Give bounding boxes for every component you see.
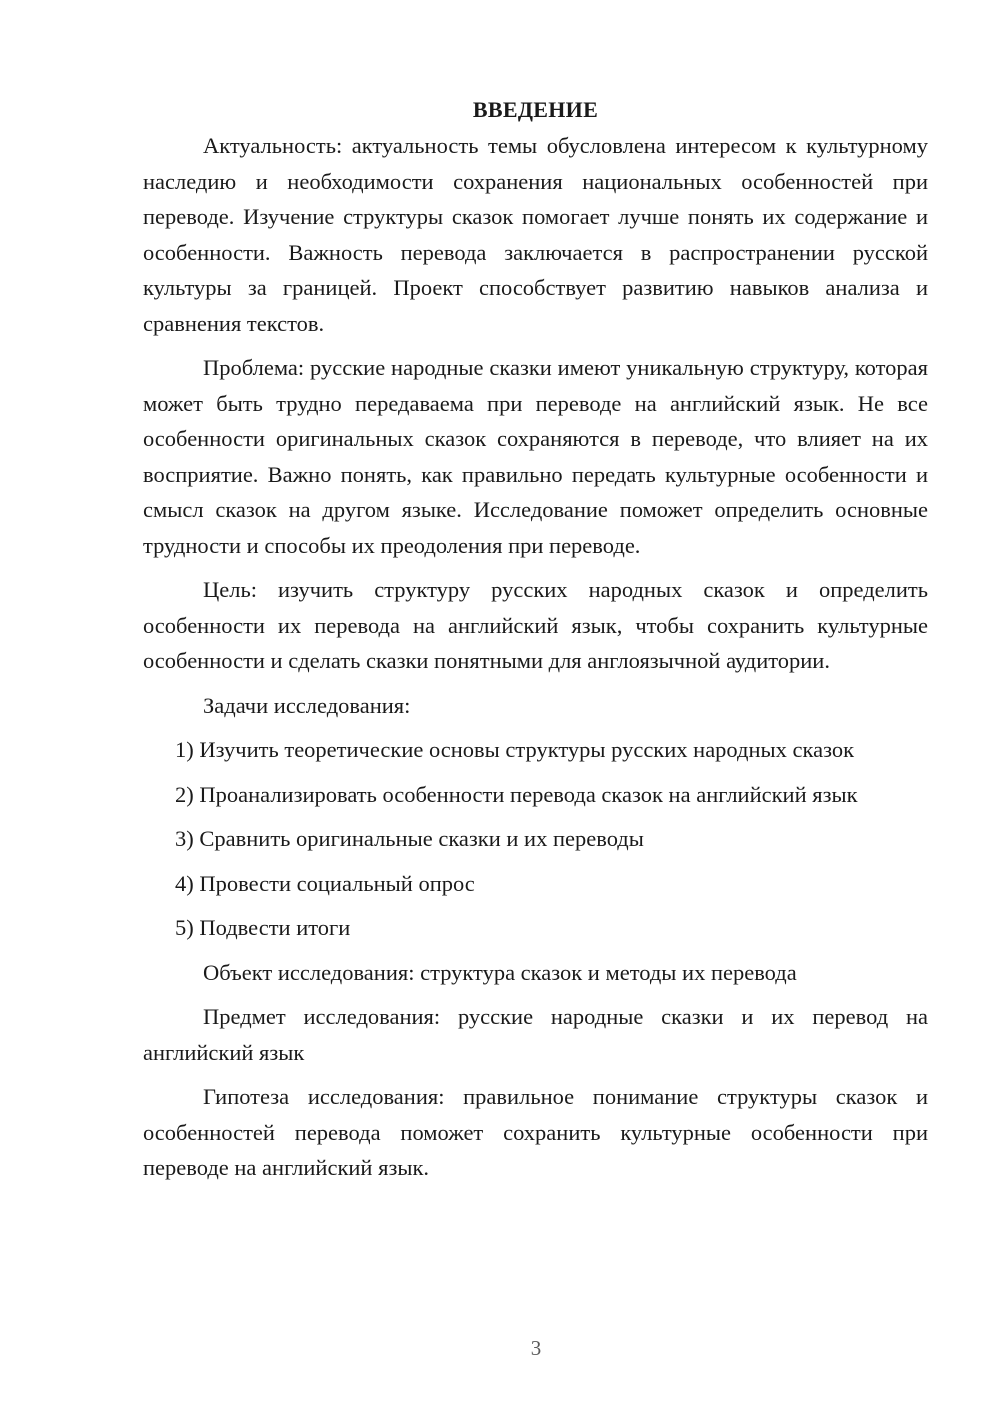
task-item-3: 3) Сравнить оригинальные сказки и их переводы	[175, 826, 644, 851]
problem-paragraph: Проблема: русские народные сказки имеют уникальную структуру, которая может быть трудно передаваема при переводе на английский язык. Не все особенности оригинальных сказок сохраняются в переводе, что влияет на их восприятие. Важно понять, как правильно передать культурные особенности и смысл сказок на другом языке. Исследование поможет определить основные трудности и способы их преодоления при переводе.	[143, 355, 928, 558]
document-page	[143, 96, 928, 1195]
section-heading: ВВЕДЕНИЕ	[472, 97, 599, 122]
relevance-paragraph: Актуальность: актуальность темы обусловлена интересом к культурному наследию и необходимости сохранения национальных особенностей при переводе. Изучение структуры сказок помогает лучше понять их содержание и особенности. Важность перевода заключается в распространении русской культуры за границей. Проект способствует развитию навыков анализа и сравнения текстов.	[143, 133, 928, 336]
task-item-4: 4) Провести социальный опрос	[175, 870, 475, 896]
hypothesis-paragraph: Гипотеза исследования: правильное понимание структуры сказок и особенностей перевода поможет сохранить культурные особенности при переводе на английский язык.	[143, 1084, 928, 1180]
goal-paragraph: Цель: изучить структуру русских народных сказок и определить особенности их перевода на английский язык, чтобы сохранить культурные особенности и сделать сказки понятными для англоязычной аудитории.	[143, 577, 928, 673]
task-item-2: 2) Проанализировать особенности перевода сказок на английский язык	[175, 781, 858, 807]
subject-paragraph: Предмет исследования: русские народные сказки и их перевод на английский язык	[143, 1004, 928, 1065]
object-paragraph: Объект исследования: структура сказок и методы их перевода	[203, 959, 797, 985]
task-item-5: 5) Подвести итоги	[175, 915, 351, 940]
tasks-title: Задачи исследования:	[203, 692, 411, 718]
page-number: 3	[530, 1336, 542, 1360]
task-item-1: 1) Изучить теоретические основы структуры русских народных сказок	[175, 737, 855, 762]
